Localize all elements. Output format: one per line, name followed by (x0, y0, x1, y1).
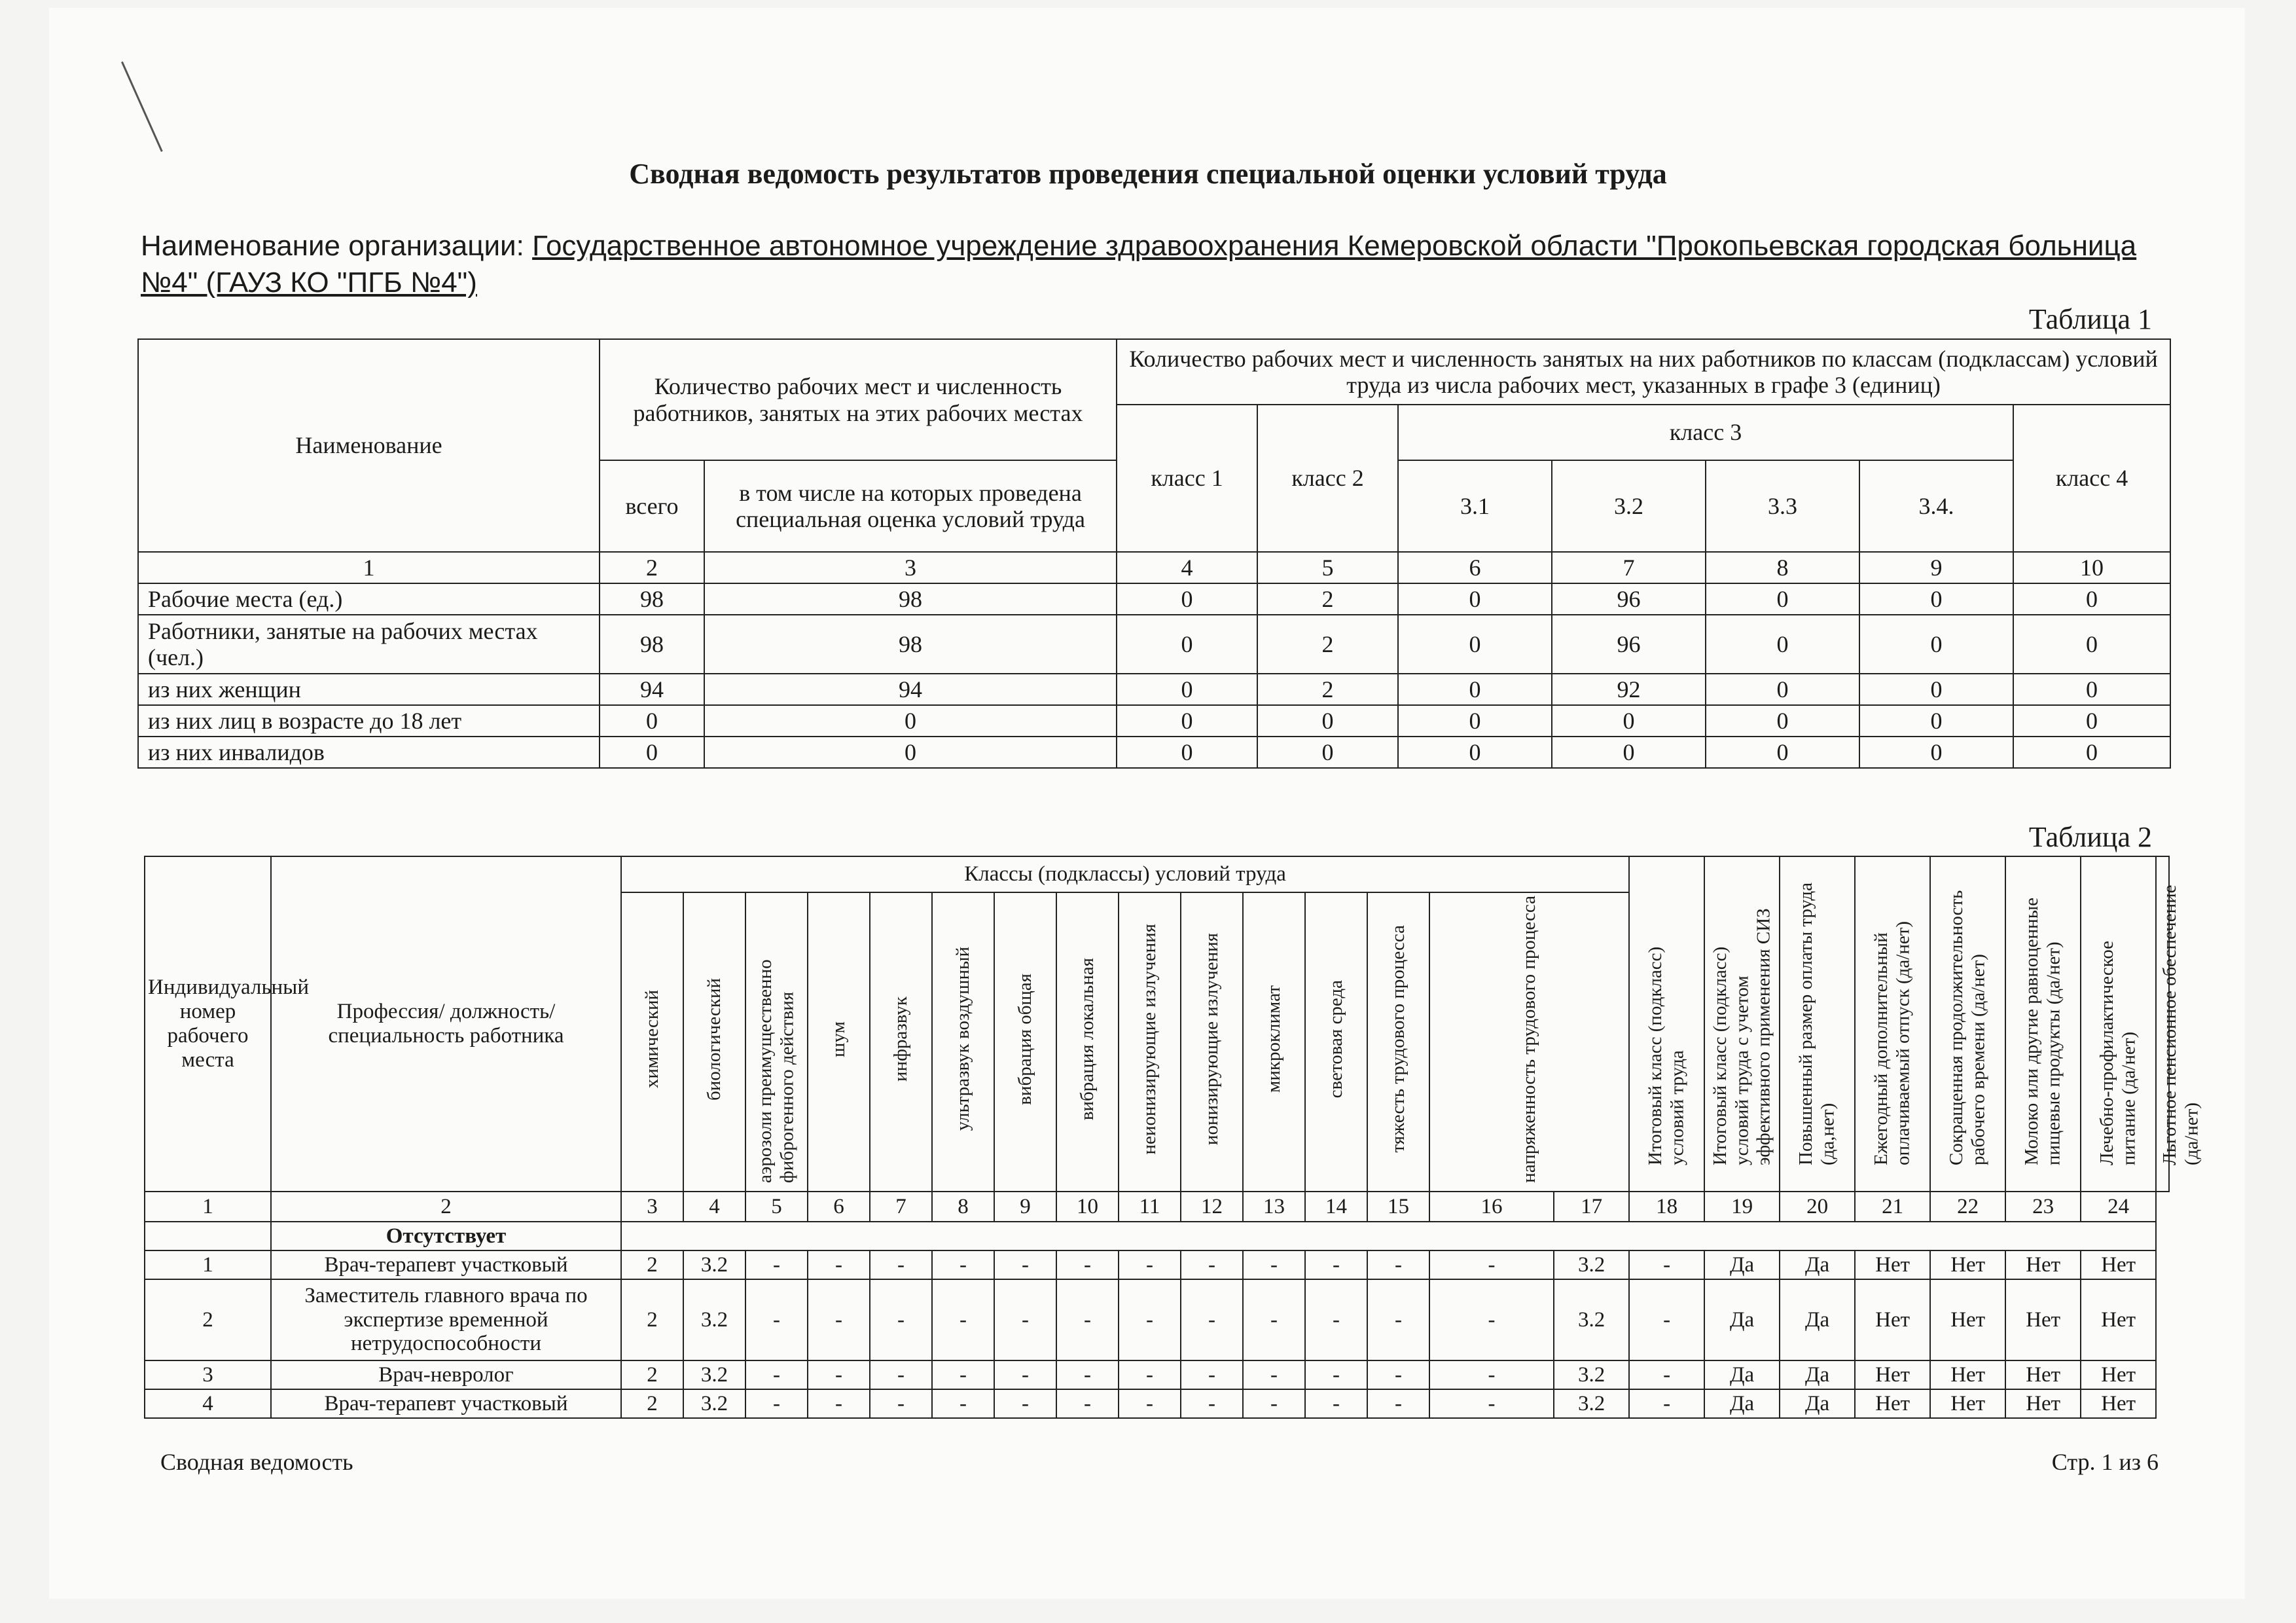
t1-cell: 0 (704, 737, 1117, 768)
table2-caption: Таблица 2 (2028, 821, 2152, 853)
t2-cell: - (1429, 1279, 1554, 1360)
t2-workplace-no: 4 (145, 1389, 271, 1418)
t2-col-number: 11 (1119, 1192, 1181, 1222)
t2-cell: Нет (1930, 1279, 2005, 1360)
t2-header-factor (994, 892, 1056, 1192)
t1-row-name: из них женщин (138, 674, 600, 705)
t1-header-sub34: 3.4. (1859, 460, 2013, 552)
t2-cell: 3.2 (1554, 1250, 1629, 1279)
t1-cell: 0 (1706, 705, 1859, 737)
t2-cell: - (1629, 1250, 1704, 1279)
t2-col-number: 14 (1305, 1192, 1367, 1222)
t1-header-sub31: 3.1 (1398, 460, 1552, 552)
t1-col-number: 7 (1552, 552, 1706, 583)
t2-cell: - (1305, 1360, 1367, 1389)
t2-factor-label: ионизирующие излучения (1200, 932, 1222, 1146)
t2-header-extra-5 (2005, 856, 2081, 1192)
t1-row (138, 583, 2170, 615)
t2-factor-label: неионизирующие излучения (1138, 923, 1160, 1155)
t1-header-classes-group: Количество рабочих мест и численность занятых на них работников по классам (подклассам) условий труда из числа рабочих мест, указанных в графе 3 (единиц) (1117, 339, 2170, 405)
t2-extra-label: Лечебно-профилактическое питание (да/нет) (2096, 940, 2140, 1165)
t1-header-assessed: в том числе на которых проведена специальная оценка условий труда (704, 460, 1117, 552)
t2-factor-label: световая среда (1325, 979, 1346, 1099)
t2-col-number: 19 (1704, 1192, 1780, 1222)
t2-cell: Нет (1855, 1279, 1930, 1360)
t2-cell: - (1429, 1250, 1554, 1279)
t2-cell: - (1119, 1279, 1181, 1360)
t1-cell: 0 (600, 705, 704, 737)
t2-cell: 3.2 (1554, 1389, 1629, 1418)
t2-cell: - (1305, 1279, 1367, 1360)
t1-cell: 96 (1552, 583, 1706, 615)
t1-cell: 98 (704, 583, 1117, 615)
t2-cell: - (1429, 1389, 1554, 1418)
t1-cell: 0 (1257, 737, 1398, 768)
t2-cell: - (870, 1360, 932, 1389)
t2-col-number: 21 (1855, 1192, 1930, 1222)
t2-header-factor (1119, 892, 1181, 1192)
t2-col-number: 9 (994, 1192, 1056, 1222)
t2-header-factor (932, 892, 994, 1192)
t1-cell: 0 (1706, 583, 1859, 615)
t2-header-profession: Профессия/ должность/ специальность работника (271, 856, 621, 1192)
t2-header-factor (1181, 892, 1243, 1192)
t2-header-factor (621, 892, 683, 1192)
t2-absent-empty-span (621, 1222, 2156, 1250)
t2-header-extra-1 (1704, 856, 1780, 1192)
t1-header-class4: класс 4 (2013, 405, 2170, 552)
t2-cell: 3.2 (683, 1279, 745, 1360)
t2-col-number: 22 (1930, 1192, 2005, 1222)
t1-col-number: 10 (2013, 552, 2170, 583)
t1-col-number: 8 (1706, 552, 1859, 583)
t2-header-factor (745, 892, 808, 1192)
t2-header-classes-group: Классы (подклассы) условий труда (621, 856, 1629, 892)
t2-header-factor (1367, 892, 1429, 1192)
organization-value: Государственное автономное учреждение здравоохранения Кемеровской области "Прокопьевская городская больница №4" (ГАУЗ КО "ПГБ №4") (141, 230, 2137, 299)
t2-cell: Нет (2005, 1389, 2081, 1418)
t1-cell: 0 (1117, 737, 1257, 768)
t2-cell: - (1243, 1250, 1305, 1279)
t1-cell: 0 (1552, 705, 1706, 737)
t2-extra-label: Итоговый класс (подкласс) условий труда (1645, 946, 1688, 1165)
t2-cell: Нет (1930, 1250, 2005, 1279)
t1-cell: 0 (1398, 583, 1552, 615)
t1-row-name: из них инвалидов (138, 737, 600, 768)
document-title: Сводная ведомость результатов проведения специальной оценки условий труда (629, 158, 1667, 190)
t2-row (145, 1250, 2169, 1279)
t2-col-number: 13 (1243, 1192, 1305, 1222)
t2-cell: Нет (2081, 1389, 2156, 1418)
t2-col-number: 3 (621, 1192, 683, 1222)
t2-cell: - (1367, 1360, 1429, 1389)
t1-cell: 0 (1117, 674, 1257, 705)
t1-header-total: всего (600, 460, 704, 552)
t1-col-number: 1 (138, 552, 600, 583)
t2-cell: - (932, 1279, 994, 1360)
t1-row (138, 705, 2170, 737)
t1-cell: 2 (1257, 615, 1398, 674)
t2-cell: Нет (2081, 1279, 2156, 1360)
t2-header-extra-2 (1780, 856, 1855, 1192)
t2-factor-label: тяжесть трудового процесса (1387, 925, 1408, 1153)
t2-cell: Нет (2005, 1279, 2081, 1360)
t2-cell: 3.2 (683, 1250, 745, 1279)
t2-row (145, 1279, 2169, 1360)
t2-cell: - (1367, 1250, 1429, 1279)
t2-extra-label: Сокращенная продолжительность рабочего времени (да/нет) (1946, 890, 1989, 1165)
t1-cell: 0 (1706, 674, 1859, 705)
t2-cell: Нет (1855, 1250, 1930, 1279)
footer-page-number: Стр. 1 из 6 (2051, 1449, 2159, 1475)
t2-col-number: 20 (1780, 1192, 1855, 1222)
footer-left: Сводная ведомость (160, 1449, 353, 1475)
t2-cell: - (1429, 1360, 1554, 1389)
t1-cell: 0 (1398, 705, 1552, 737)
t2-column-numbers (145, 1192, 2169, 1222)
t1-header-class3: класс 3 (1398, 405, 2013, 460)
t2-col-number: 24 (2081, 1192, 2156, 1222)
t2-cell: - (1119, 1360, 1181, 1389)
t2-cell: - (1243, 1389, 1305, 1418)
t2-absent-label: Отсутствует (271, 1222, 621, 1250)
t2-col-number: 12 (1181, 1192, 1243, 1222)
t2-col-number: 6 (808, 1192, 870, 1222)
t2-workplace-no: 2 (145, 1279, 271, 1360)
t1-row-name: Рабочие места (ед.) (138, 583, 600, 615)
t1-header-sub32: 3.2 (1552, 460, 1706, 552)
t2-header-extra-7 (2156, 856, 2202, 1192)
t1-row-name: из них лиц в возрасте до 18 лет (138, 705, 600, 737)
t2-header-factor (1305, 892, 1367, 1192)
t2-cell: Нет (2081, 1360, 2156, 1389)
t2-cell: - (745, 1250, 808, 1279)
t2-cell: - (1629, 1360, 1704, 1389)
t2-factor-label: напряженность трудового процесса (1518, 895, 1539, 1183)
t2-cell: Нет (1930, 1389, 2005, 1418)
t1-column-numbers (138, 552, 2170, 583)
t2-cell: - (1119, 1389, 1181, 1418)
t2-cell: - (932, 1389, 994, 1418)
t1-header-name: Наименование (138, 339, 600, 552)
t1-row-name: Работники, занятые на рабочих местах (чел.) (138, 615, 600, 674)
t2-header-factor (870, 892, 932, 1192)
t2-header-extra-3 (1855, 856, 1930, 1192)
organization-line (141, 228, 2150, 301)
t2-factor-label: ультразвук воздушный (952, 947, 973, 1131)
t2-cell: 2 (621, 1279, 683, 1360)
t2-workplace-no: 1 (145, 1250, 271, 1279)
t2-col-number: 17 (1554, 1192, 1629, 1222)
t2-factor-label: шум (827, 1021, 849, 1057)
t2-cell: - (932, 1250, 994, 1279)
t2-cell: - (1367, 1279, 1429, 1360)
t1-cell: 0 (2013, 583, 2170, 615)
t2-profession: Врач-терапевт участковый (271, 1389, 621, 1418)
t1-cell: 0 (1117, 583, 1257, 615)
t2-cell: - (1243, 1279, 1305, 1360)
t1-cell: 0 (2013, 615, 2170, 674)
t2-header-factor (683, 892, 745, 1192)
t2-cell: Нет (2005, 1360, 2081, 1389)
t2-cell: Да (1780, 1389, 1855, 1418)
t1-col-number: 9 (1859, 552, 2013, 583)
t2-cell: - (808, 1279, 870, 1360)
t2-cell: 2 (621, 1389, 683, 1418)
t2-row (145, 1360, 2169, 1389)
t2-factor-label: инфразвук (889, 996, 911, 1082)
t2-factor-label: химический (641, 989, 662, 1089)
t2-col-number: 16 (1429, 1192, 1554, 1222)
t2-header-extra-6 (2081, 856, 2156, 1192)
t1-col-number: 4 (1117, 552, 1257, 583)
t2-cell: - (1629, 1389, 1704, 1418)
t1-cell: 0 (1117, 615, 1257, 674)
t2-profession: Врач-невролог (271, 1360, 621, 1389)
t2-cell: - (745, 1279, 808, 1360)
t2-cell: - (1367, 1389, 1429, 1418)
t2-cell: - (808, 1360, 870, 1389)
t2-cell: - (808, 1250, 870, 1279)
t2-col-number: 8 (932, 1192, 994, 1222)
t1-cell: 0 (2013, 674, 2170, 705)
t1-col-number: 5 (1257, 552, 1398, 583)
t2-header-factor (1429, 892, 1629, 1192)
t1-cell: 92 (1552, 674, 1706, 705)
t2-header-workplace-no: Индивидуальный номер рабочего места (145, 856, 271, 1192)
t2-cell: - (1243, 1360, 1305, 1389)
t2-col-number: 7 (870, 1192, 932, 1222)
t2-cell: Нет (2081, 1250, 2156, 1279)
t2-cell: 3.2 (1554, 1360, 1629, 1389)
t1-cell: 0 (1706, 737, 1859, 768)
t2-cell: - (1119, 1250, 1181, 1279)
t2-col-number: 10 (1056, 1192, 1119, 1222)
t2-cell: 2 (621, 1360, 683, 1389)
t1-cell: 98 (600, 583, 704, 615)
organization-label: Наименование организации: (141, 230, 524, 262)
t2-cell: 3.2 (683, 1360, 745, 1389)
t2-cell: - (808, 1389, 870, 1418)
t2-cell: Да (1704, 1279, 1780, 1360)
t2-cell: - (870, 1279, 932, 1360)
t2-header-extra-0 (1629, 856, 1704, 1192)
t2-cell: - (1181, 1389, 1243, 1418)
t2-col-number: 18 (1629, 1192, 1704, 1222)
t2-col-number: 2 (271, 1192, 621, 1222)
t2-col-number: 15 (1367, 1192, 1429, 1222)
t1-cell: 0 (1398, 615, 1552, 674)
t1-cell: 2 (1257, 583, 1398, 615)
t2-col-number: 5 (745, 1192, 808, 1222)
t1-cell: 0 (1859, 583, 2013, 615)
t2-cell: - (870, 1389, 932, 1418)
t2-col-number: 23 (2005, 1192, 2081, 1222)
t2-factor-label: биологический (703, 977, 725, 1101)
t1-cell: 0 (2013, 737, 2170, 768)
t2-cell: - (994, 1360, 1056, 1389)
t2-cell: Да (1780, 1360, 1855, 1389)
t2-cell: 3.2 (683, 1389, 745, 1418)
t2-extra-label: Ежегодный дополнительный оплачиваемый отпуск (да/нет) (1871, 921, 1914, 1165)
t2-factor-label: вибрация локальная (1076, 957, 1098, 1121)
t1-header-sub33: 3.3 (1706, 460, 1859, 552)
t1-header-count-group: Количество рабочих мест и численность работников, занятых на этих рабочих местах (600, 339, 1117, 460)
t2-factor-label: микроклимат (1263, 985, 1284, 1093)
t2-factor-label: аэрозоли преимущественно фиброгенного действия (755, 959, 798, 1184)
t2-cell: - (1056, 1279, 1119, 1360)
t1-cell: 94 (600, 674, 704, 705)
t1-cell: 0 (1859, 737, 2013, 768)
t1-cell: 0 (600, 737, 704, 768)
t1-row (138, 737, 2170, 768)
t2-cell: - (870, 1250, 932, 1279)
t1-cell: 96 (1552, 615, 1706, 674)
t1-cell: 0 (1398, 737, 1552, 768)
t2-cell: - (1181, 1250, 1243, 1279)
t2-workplace-no: 3 (145, 1360, 271, 1389)
t2-cell: - (1305, 1250, 1367, 1279)
table2-workplaces (144, 856, 2202, 1419)
t2-extra-label: Льготное пенсионное обеспечение (да/нет) (2159, 884, 2202, 1165)
t2-extra-label: Повышенный размер оплаты труда (да,нет) (1795, 882, 1839, 1165)
t2-header-factor (808, 892, 870, 1192)
t1-row (138, 674, 2170, 705)
table1-summary (137, 338, 2171, 769)
t1-header-class1: класс 1 (1117, 405, 1257, 552)
t2-cell: Да (1704, 1389, 1780, 1418)
t2-col-number: 1 (145, 1192, 271, 1222)
t2-cell: - (994, 1279, 1056, 1360)
t2-cell: - (932, 1360, 994, 1389)
t1-cell: 0 (1859, 705, 2013, 737)
t1-col-number: 3 (704, 552, 1117, 583)
t1-col-number: 6 (1398, 552, 1552, 583)
t1-cell: 0 (1859, 674, 2013, 705)
t2-cell: - (1056, 1389, 1119, 1418)
t2-row (145, 1389, 2169, 1418)
t2-header-extra-4 (1930, 856, 2005, 1192)
t1-cell: 94 (704, 674, 1117, 705)
t1-cell: 0 (1706, 615, 1859, 674)
t2-cell: - (1305, 1389, 1367, 1418)
t2-header-factor (1243, 892, 1305, 1192)
t2-cell: - (1181, 1360, 1243, 1389)
t1-cell: 0 (1859, 615, 2013, 674)
t2-cell: - (994, 1250, 1056, 1279)
t1-header-class2: класс 2 (1257, 405, 1398, 552)
t2-extra-label: Молоко или другие равноценные пищевые продукты (да/нет) (2021, 897, 2064, 1165)
t2-absent-empty (145, 1222, 271, 1250)
t2-cell: Нет (1855, 1360, 1930, 1389)
t1-col-number: 2 (600, 552, 704, 583)
t2-profession: Врач-терапевт участковый (271, 1250, 621, 1279)
t1-cell: 0 (1398, 674, 1552, 705)
t1-row (138, 615, 2170, 674)
t2-cell: 3.2 (1554, 1279, 1629, 1360)
t2-profession: Заместитель главного врача по экспертизе временной нетрудоспособности (271, 1279, 621, 1360)
t2-cell: Да (1704, 1250, 1780, 1279)
t2-cell: - (1056, 1360, 1119, 1389)
t2-cell: - (745, 1389, 808, 1418)
t2-cell: - (1181, 1279, 1243, 1360)
t1-cell: 2 (1257, 674, 1398, 705)
t2-cell: - (1056, 1250, 1119, 1279)
table1-caption: Таблица 1 (2028, 303, 2152, 335)
t1-cell: 0 (1552, 737, 1706, 768)
t1-cell: 0 (704, 705, 1117, 737)
t1-cell: 98 (704, 615, 1117, 674)
t2-cell: Да (1780, 1279, 1855, 1360)
t2-cell: Нет (2005, 1250, 2081, 1279)
t2-cell: - (994, 1389, 1056, 1418)
t2-cell: 2 (621, 1250, 683, 1279)
t1-cell: 0 (1117, 705, 1257, 737)
t2-factor-label: вибрация общая (1014, 973, 1035, 1105)
t2-cell: Нет (1930, 1360, 2005, 1389)
t1-cell: 0 (2013, 705, 2170, 737)
t1-cell: 98 (600, 615, 704, 674)
t2-extra-label: Итоговый класс (подкласс) условий труда с учетом эффективного применения СИЗ (1709, 907, 1774, 1165)
t1-cell: 0 (1257, 705, 1398, 737)
t2-cell: - (745, 1360, 808, 1389)
t2-cell: Да (1704, 1360, 1780, 1389)
t2-cell: - (1629, 1279, 1704, 1360)
t2-header-factor (1056, 892, 1119, 1192)
t2-cell: Нет (1855, 1389, 1930, 1418)
t2-cell: Да (1780, 1250, 1855, 1279)
t2-col-number: 4 (683, 1192, 745, 1222)
